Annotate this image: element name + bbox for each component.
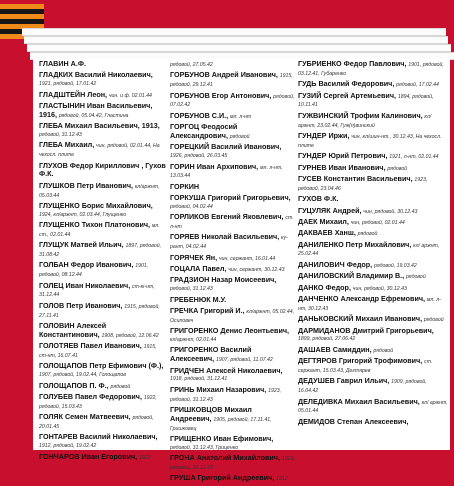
- entry-details: мл. л-нт: [229, 113, 252, 120]
- entry-details: чин, рядовой, 30.12.43: [352, 285, 407, 292]
- entry-name: ГРИЩЕНКО Иван Ефимович,: [170, 433, 274, 443]
- name-entry: [170, 233, 295, 252]
- name-entry: [170, 406, 295, 433]
- entry-name: ГЛАСТЫНИН Иван Васильевич, 1916,: [39, 100, 153, 119]
- page-edge: [24, 36, 448, 44]
- entry-name: ДЕДУШЕВ Гаврил Ильич,: [298, 376, 390, 386]
- entry-details: чин, кл/шин-нт., 30.12.43, На чехосл. плите: [298, 133, 442, 149]
- entry-details: 1915, рядовой, 27.11.41: [39, 303, 160, 319]
- entry-details: 1905, рядовой, 17.11.41, Гришковец: [170, 416, 272, 432]
- name-entry: [170, 123, 295, 142]
- entry-details: кл/аржнт, 05.02.44, Осиповеч: [170, 309, 295, 324]
- entry-name: ГУДЬ Василий Федорович,: [298, 79, 395, 89]
- entry-details: мл. ст., 02.01.44: [39, 223, 160, 238]
- name-entry: [39, 413, 166, 432]
- name-entry: [298, 207, 448, 217]
- entry-details: 1912: [276, 476, 288, 483]
- entry-name: ГОРКИН: [170, 181, 200, 191]
- entry-name: ГРОНА Анатолий Михайлович,: [170, 453, 280, 463]
- entry-name: ГОЛОЩАПОВ П. Ф.,: [39, 380, 109, 390]
- name-entry: [298, 218, 448, 228]
- entry-details: кл/ аржнт, 25.02.44: [298, 242, 440, 258]
- entry-name: ГУЖВИНСКИЙ Трофим Калинович,: [298, 110, 423, 120]
- name-entry: [39, 71, 166, 89]
- entry-details: кл/ аржнт, 05.01.44: [298, 399, 448, 415]
- entry-name: ГУЗИЙ Сергей Артемьевич,: [298, 90, 397, 100]
- name-entry: [170, 163, 295, 182]
- entry-details: чин, сержант, 30.12.43: [228, 267, 285, 274]
- name-entry: [170, 194, 295, 212]
- entry-details: рядовой: [373, 347, 394, 354]
- entry-details: чин, рядовой, 02.01.44, На чехосл. плите: [39, 143, 160, 159]
- entry-details: 1899, рядовой, 27.06.42: [298, 336, 356, 343]
- entry-details: кл/аржнт, 23.02.44, Гуж(п)винский: [298, 113, 432, 129]
- name-entry: [170, 71, 295, 90]
- name-entry: [39, 261, 166, 280]
- name-entry: [298, 398, 448, 417]
- name-entry: [39, 382, 166, 392]
- entry-name: ГЛУЩУК Матвей Ильич,: [39, 240, 124, 250]
- entry-details: рядовой, 31.12.43, Гриценко: [170, 444, 239, 451]
- entry-details: чин. и ф. 02.01.44: [108, 92, 152, 99]
- entry-details: рядовой, 27.05.42: [170, 62, 213, 68]
- entry-name: ГОЦАЛА Павел,: [170, 264, 227, 274]
- entry-details: рядовой: [110, 383, 131, 390]
- name-entry: [298, 295, 448, 314]
- name-entry: [298, 284, 448, 294]
- entry-name: ГОЛЯК Семен Матвеевич,: [39, 412, 131, 422]
- name-entry: [39, 362, 166, 380]
- entry-name: ГОЛОВИН Алексей Константинович,: [39, 321, 107, 339]
- entry-name: ГУЦУЛЯК Андрей,: [298, 205, 362, 215]
- name-entry: [39, 202, 166, 220]
- entry-name: ДЕГТЯРОВ Григорий Трофимович,: [298, 356, 423, 366]
- entry-name: ГРАДЗИОН Назар Моисеевич,: [170, 275, 277, 285]
- entry-name: ДАРМИДАНОВ Дмитрий Григорьевич,: [298, 325, 434, 335]
- entry-details: рядовой, 07.02.42: [170, 93, 295, 109]
- name-entry: [298, 261, 448, 271]
- name-entry: [170, 474, 295, 484]
- page-edge: [27, 44, 451, 52]
- name-entry: [298, 80, 448, 90]
- entry-details: рядовой, 04.02.44: [170, 203, 213, 210]
- entry-name: ГРИШКОВЦОВ Михаил Андреевич,: [170, 404, 252, 423]
- entry-details: мл. л-нт, 30.12.43: [298, 297, 441, 312]
- entry-name: ГОРИН Иван Архипович,: [170, 161, 259, 171]
- entry-name: ДАНИЛОВСКИЙ Владимир В.,: [298, 271, 405, 281]
- entry-name: ГРУША Григорий Андреевич,: [170, 473, 275, 483]
- entry-details: 1912, рядовой, 19.02.42: [39, 443, 97, 450]
- name-entry: [39, 433, 166, 451]
- entry-details: 1923, рядовой, 31.12.43: [170, 387, 282, 403]
- entry-name: ГРЕЧКА Григорий И.,: [170, 306, 245, 316]
- entry-name: ГУХОВ Ф.К.: [298, 194, 339, 204]
- name-entry: [298, 377, 448, 396]
- entry-name: ГОЛОЩАПОВ Петр Ефимович (Ф.),: [39, 361, 164, 371]
- entry-details: 1922: [139, 454, 151, 461]
- entry-details: мл. л-нт, 13.03.44: [170, 164, 283, 180]
- name-entry: [298, 132, 448, 151]
- name-entry: [39, 182, 166, 201]
- entry-details: 1922, рядовой, 15.03.43: [39, 394, 157, 410]
- entry-name: ГУНДЕР Иржи,: [298, 130, 350, 140]
- entry-name: ГОРБУНОВ Андрей Иванович,: [170, 70, 278, 80]
- entry-name: ДАНЬКОВСКИЙ Михаил Иванович,: [298, 314, 423, 324]
- entry-name: ГОЛОТЯЕВ Павел Иванович,: [39, 341, 142, 351]
- name-entry: [170, 296, 295, 306]
- name-entry: [39, 122, 166, 140]
- entry-details: рядовой: [387, 165, 408, 172]
- entry-details: 1894, рядовой, 10.11.41: [298, 93, 434, 109]
- entry-name: ГЛАДШТЕЙН Леон,: [39, 89, 108, 99]
- entry-name: ГЛУЩЕНКО Борис Михайлович,: [39, 200, 153, 210]
- entry-name: ГОРГОЦ Феодосий Александрович,: [170, 122, 238, 140]
- name-entry: [298, 92, 448, 111]
- entry-name: ГУСЕВ Константин Васильевич,: [298, 173, 413, 183]
- name-entry: [39, 342, 166, 361]
- name-entry: [39, 453, 166, 463]
- name-entry: [170, 254, 295, 264]
- name-entry: [39, 302, 166, 321]
- entry-details: чин, рядовой, 30.12.43: [363, 208, 418, 215]
- name-entry: [298, 346, 448, 356]
- name-entry: [298, 241, 448, 260]
- name-entry: [170, 367, 295, 385]
- entry-name: ГОЛОВ Петр Иванович,: [39, 300, 123, 310]
- entry-details: рядовой, 20.01.45: [39, 415, 154, 430]
- name-entry: [170, 183, 295, 193]
- entry-name: ГОРБУНОВ С.И.,: [170, 110, 229, 120]
- entry-details: 1918, рядовой, 31.12.41: [170, 376, 228, 383]
- name-entry: [170, 346, 295, 365]
- names-column-1: [39, 60, 166, 464]
- entry-name: ГРИДЧЕН Алексей Николаевич,: [170, 365, 283, 375]
- entry-name: ГУРНЕВ Иван Иванович,: [298, 162, 386, 172]
- entry-details: 1915, рядовой, 29.12.41: [170, 73, 293, 89]
- name-entry: [39, 393, 166, 412]
- entry-details: 1921, рядовой, 17.01.42: [39, 81, 97, 88]
- name-entry: [170, 386, 295, 405]
- entry-name: ДАНКО Федор,: [298, 282, 351, 292]
- entry-name: ГОРЕЦКИЙ Василий Иванович,: [170, 142, 282, 152]
- name-entry: [39, 162, 166, 181]
- entry-name: ДЕМИДОВ Степан Алексеевич,: [298, 416, 409, 426]
- name-entry: [170, 265, 295, 275]
- name-entry: [39, 282, 166, 301]
- entry-details: рядовой, 31.12.43: [39, 131, 82, 138]
- entry-name: ГОЛБАН Федор Иванович,: [39, 260, 134, 270]
- name-entry: [298, 195, 448, 205]
- name-entry: [298, 315, 448, 325]
- entry-name: ГОРЛИКОВ Евгений Яковлевич,: [170, 212, 284, 222]
- entry-name: ДЕЛЕДИВКА Михаил Васильевич,: [298, 396, 420, 406]
- name-entry: [39, 221, 166, 240]
- name-entry: [170, 327, 295, 345]
- entry-name: ГОЛЕЦ Иван Николаевич,: [39, 280, 131, 290]
- name-entry: [39, 60, 166, 70]
- entry-details: 1897, рядовой, 31.08.42: [39, 243, 162, 259]
- name-entry: [39, 102, 166, 121]
- entry-name: ГРИГОРЕНКО Василий Алексеевич,: [170, 345, 252, 364]
- entry-details: рядовой, 17.02.44: [396, 82, 439, 89]
- entry-details: ст. л-нт: [170, 215, 294, 231]
- entry-details: 1909, рядовой, 16.04.42: [298, 379, 427, 395]
- name-entry: [170, 60, 295, 70]
- name-entry: [170, 307, 295, 326]
- name-entry: [170, 213, 295, 232]
- name-entry: [298, 164, 448, 174]
- entry-name: ДАШАЕВ Самиддин,: [298, 344, 372, 354]
- entry-name: ГЛУШКОВ Петр Иванович,: [39, 180, 133, 190]
- name-entry: [170, 112, 295, 122]
- entry-details: чин, рядовой, 02.01.44: [350, 219, 405, 226]
- entry-details: 1907, рядовой, 11.07.42: [215, 357, 273, 364]
- entry-name: ДАКВАЕВ Ханш,: [298, 228, 356, 238]
- name-entry: [39, 322, 166, 341]
- entry-name: ГОРЯЕВ Николай Васильевич,: [170, 232, 280, 242]
- entry-name: ДАНИЛЕНКО Петр Михайлович,: [298, 239, 412, 249]
- name-entry: [298, 357, 448, 376]
- entry-name: ГОЛУБЕВ Павел Федорович,: [39, 391, 142, 401]
- entry-details: кл/аржнт, 02.01.44: [170, 337, 217, 344]
- entry-details: 1907, рядовой, 19.02.44, Голощапов: [39, 372, 126, 379]
- entry-details: 1923, рядовой, 31.12.43: [170, 456, 295, 471]
- name-entry: [298, 152, 448, 162]
- entry-details: рядовой: [229, 133, 250, 140]
- entry-name: ГОРКУША Григорий Григорьевич,: [170, 193, 291, 203]
- name-entry: [170, 435, 295, 453]
- entry-details: ст-кі-нт, 31.12.44: [39, 283, 155, 299]
- entry-name: ГУБРИЕНКО Федор Павлович,: [298, 59, 407, 68]
- entry-details: 1915, ст-нт, 16.07.41: [39, 344, 157, 360]
- entry-name: ГРИНЬ Михаил Назарович,: [170, 384, 267, 394]
- entry-name: ГРИГОРЕНКО Денис Леонтьевич,: [170, 326, 290, 336]
- entry-details: чин, сержант, 16.01.44: [218, 255, 276, 262]
- entry-details: рядовой, 31.12.43: [170, 286, 213, 293]
- entry-name: ГУНДЕР Юрий Петрович,: [298, 151, 388, 161]
- name-entry: [298, 112, 448, 131]
- entry-name: ГЛУЩЕНКО Тихон Платонович,: [39, 220, 151, 230]
- entry-name: ГЛАВИН А.Ф.: [39, 59, 86, 68]
- name-entry: [170, 276, 295, 294]
- name-entry: [298, 175, 448, 194]
- name-entry: [298, 60, 448, 79]
- entry-name: ДАНИЛОВИЧ Федор,: [298, 259, 373, 269]
- entry-name: ГОРБУНОВ Егор Антонович,: [170, 90, 272, 100]
- entry-name: ДАНЧЕНКО Александр Ефремович,: [298, 294, 426, 304]
- entry-name: ГОНЧАРОВ Иван Егорович,: [39, 451, 138, 461]
- entry-details: 1908, рядовой, 12.06.42: [101, 332, 159, 339]
- entry-name: ГЛАДКИХ Василий Николаевич,: [39, 70, 153, 80]
- entry-details: рядовой, 05.04.42, Гластина: [58, 112, 129, 119]
- entry-details: ку-рант, 04.02.44: [170, 235, 288, 251]
- name-entry: [170, 454, 295, 473]
- entry-details: 1923, рядовой, 23.04.46: [298, 176, 428, 192]
- page-edge: [22, 28, 446, 36]
- entry-details: рядовой: [405, 274, 426, 281]
- entry-details: 1924, кл/аржнт, 02.03.44, Глущенко: [39, 211, 127, 218]
- entry-name: ГОРЯЧЕК Ян,: [170, 252, 218, 262]
- memorial-list-page: [33, 58, 450, 483]
- entry-name: ГЛЕБА Михаил Васильевич, 1913,: [39, 121, 160, 131]
- entry-name: ГЛЕБА Михаил,: [39, 140, 95, 150]
- entry-details: рядовой: [357, 231, 378, 238]
- name-entry: [39, 141, 166, 160]
- names-column-3: [298, 60, 448, 429]
- name-entry: [298, 327, 448, 345]
- entry-name: ГРЕБЕНЮК М.У.: [170, 294, 227, 304]
- entry-details: 1921, л-нт, 02.01.44: [389, 154, 439, 161]
- entry-details: рядовой, 19.03.42: [374, 262, 417, 269]
- name-entry: [170, 92, 295, 111]
- name-entry: [298, 229, 448, 239]
- name-entry: [39, 91, 166, 101]
- entry-details: рядовой: [423, 317, 444, 324]
- entry-details: кл/аржнт, 05.03.44: [39, 183, 160, 199]
- entry-name: ДАЕК Михаил,: [298, 216, 349, 226]
- names-column-2: [170, 60, 295, 486]
- entry-name: ГЛУХОВ Федор Кириллович , Гухов Ф.К.: [39, 160, 166, 179]
- entry-name: ГОНТАРЕВ Василий Николаевич,: [39, 432, 158, 442]
- entry-details: 1901, рядовой, 08.12.44: [39, 263, 149, 279]
- entry-details: 1926, рядовой, 26.03.45: [170, 153, 228, 160]
- name-entry: [170, 143, 295, 161]
- name-entry: [298, 272, 448, 282]
- entry-details: ст. сержант, 15.03.43, Дегтярев: [298, 359, 433, 374]
- entry-details: 1901, рядовой, 03.12.41, Губаренко: [298, 62, 444, 77]
- name-entry: [298, 418, 448, 428]
- name-entry: [39, 241, 166, 260]
